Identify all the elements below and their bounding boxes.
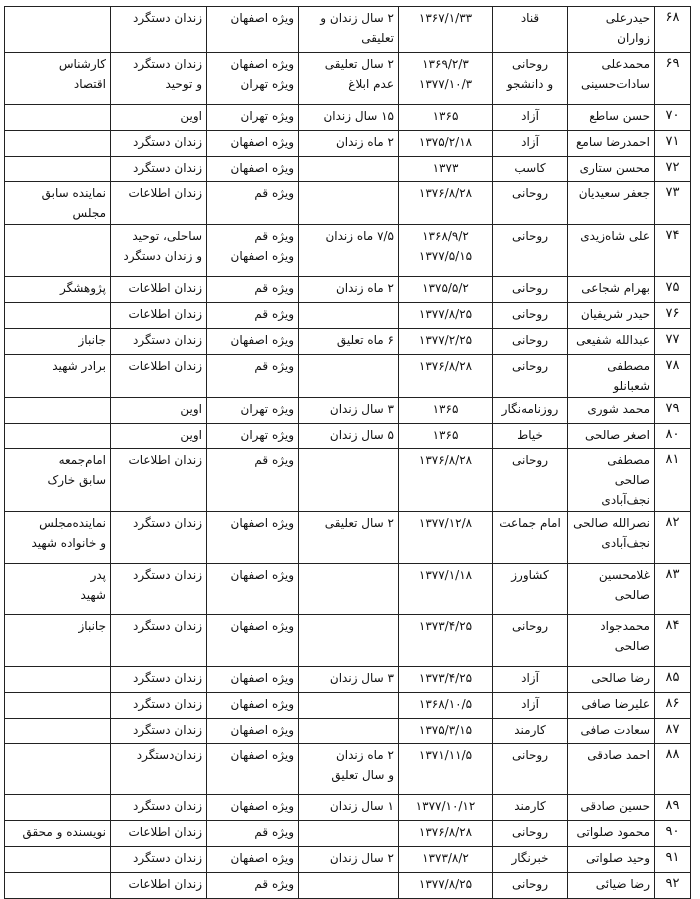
row-number: ۸۰ [655,424,691,449]
prison-cell: زندان دستگرد [111,329,207,355]
note-cell: نماینده‌مجلس و خانواده شهید [5,512,111,564]
sentence-cell [299,693,399,719]
occupation-cell: روحانی [493,303,568,329]
occupation-cell: آزاد [493,693,568,719]
table-row [5,873,691,899]
note-cell: جانباز [5,615,111,667]
arrest-date-cell: ۱۳۶۵ [399,398,493,424]
occupation-cell: خبرنگار [493,847,568,873]
row-number: ۷۹ [655,398,691,424]
sentence-cell [299,157,399,182]
occupation-cell: روحانی [493,355,568,398]
prison-cell: زندان دستگرد [111,719,207,744]
occupation-cell: خیاط [493,424,568,449]
prison-cell: زندان دستگرد و توحید [111,53,207,105]
prison-cell: زندان اطلاعات [111,182,207,225]
court-cell: ویژه قم [207,449,299,512]
occupation-cell: روزنامه‌نگار [493,398,568,424]
table-row [5,424,691,449]
court-cell: ویژه اصفهان [207,131,299,157]
sentence-cell: ۷/۵ ماه زندان [299,225,399,277]
occupation-cell: روحانی [493,821,568,847]
table-row [5,277,691,303]
note-cell: نویسنده و محقق [5,821,111,847]
arrest-date-cell: ۱۳۶۵ [399,105,493,131]
sentence-cell: ۱ سال زندان [299,795,399,821]
prison-cell: زندان دستگرد [111,157,207,182]
name-cell: مصطفی صالحی نجف‌آبادی [568,449,655,512]
row-number: ۷۸ [655,355,691,398]
sentence-cell [299,615,399,667]
note-cell: کارشناس اقتصاد [5,53,111,105]
table-row [5,105,691,131]
court-cell: ویژه اصفهان [207,719,299,744]
arrest-date-cell: ۱۳۷۳/۴/۲۵ [399,615,493,667]
note-cell: پژوهشگر [5,277,111,303]
table-row [5,795,691,821]
arrest-date-cell: ۱۳۶۵ [399,424,493,449]
name-cell: علیرضا صافی [568,693,655,719]
name-cell: حیدرعلی زواران [568,7,655,53]
note-cell [5,795,111,821]
name-cell: حیدر شریفیان [568,303,655,329]
name-cell: علی شاه‌زیدی [568,225,655,277]
name-cell: رضا صالحی [568,667,655,693]
court-cell: ویژه اصفهان [207,7,299,53]
arrest-date-cell: ۱۳۷۵/۲/۱۸ [399,131,493,157]
occupation-cell: امام جماعت [493,512,568,564]
name-cell: نصرالله صالحی نجف‌آبادی [568,512,655,564]
arrest-date-cell: ۱۳۷۳/۸/۲ [399,847,493,873]
arrest-date-cell: ۱۳۷۷/۲/۲۵ [399,329,493,355]
name-cell: محسن ستاری [568,157,655,182]
prison-cell: زندان دستگرد [111,564,207,615]
table-row [5,693,691,719]
prison-cell: زندان دستگرد [111,131,207,157]
note-cell [5,667,111,693]
name-cell: بهرام شجاعی [568,277,655,303]
table-row [5,182,691,225]
table-row [5,719,691,744]
name-cell: وحید صلواتی [568,847,655,873]
name-cell: احمد صادقی [568,744,655,795]
table-row [5,355,691,398]
court-cell: ویژه اصفهان [207,693,299,719]
row-number: ۶۸ [655,7,691,53]
court-cell: ویژه اصفهان [207,795,299,821]
occupation-cell: روحانی [493,182,568,225]
name-cell: محمد شوری [568,398,655,424]
row-number: ۷۱ [655,131,691,157]
table-row [5,744,691,795]
table-row [5,564,691,615]
note-cell [5,398,111,424]
court-cell: ویژه اصفهان [207,667,299,693]
table-row [5,512,691,564]
prison-cell: زندان دستگرد [111,693,207,719]
sentence-cell: ۲ سال زندان [299,847,399,873]
row-number: ۸۲ [655,512,691,564]
note-cell [5,424,111,449]
name-cell: مصطفی شعبانلو [568,355,655,398]
note-cell: پدر شهید [5,564,111,615]
arrest-date-cell: ۱۳۷۶/۸/۲۸ [399,182,493,225]
table-row [5,131,691,157]
table-row [5,157,691,182]
court-cell: ویژه قم [207,821,299,847]
row-number: ۶۹ [655,53,691,105]
note-cell [5,131,111,157]
occupation-cell: روحانی [493,744,568,795]
arrest-date-cell: ۱۳۷۵/۳/۱۵ [399,719,493,744]
sentence-cell: ۲ ماه زندان [299,277,399,303]
table-row [5,615,691,667]
name-cell: حسین صادقی [568,795,655,821]
table-row [5,847,691,873]
row-number: ۸۹ [655,795,691,821]
table-row [5,53,691,105]
sentence-cell: ۵ سال زندان [299,424,399,449]
arrest-date-cell: ۱۳۷۷/۸/۲۵ [399,303,493,329]
table-row [5,667,691,693]
row-number: ۸۶ [655,693,691,719]
occupation-cell: کاسب [493,157,568,182]
occupation-cell: روحانی و دانشجو [493,53,568,105]
row-number: ۸۱ [655,449,691,512]
note-cell: نماینده سابق مجلس [5,182,111,225]
prison-cell: زندان دستگرد [111,847,207,873]
name-cell: جعفر سعیدیان [568,182,655,225]
occupation-cell: قناد [493,7,568,53]
prison-cell: زندان دستگرد [111,512,207,564]
table-row [5,821,691,847]
name-cell: رضا ضیائی [568,873,655,899]
arrest-date-cell: ۱۳۷۶/۸/۲۸ [399,449,493,512]
sentence-cell: ۲ سال زندان و تعلیقی [299,7,399,53]
note-cell [5,744,111,795]
arrest-date-cell: ۱۳۷۵/۵/۲ [399,277,493,303]
row-number: ۹۰ [655,821,691,847]
name-cell: عبدالله شفیعی [568,329,655,355]
court-cell: ویژه اصفهان [207,847,299,873]
row-number: ۹۱ [655,847,691,873]
prison-cell: زندان دستگرد [111,795,207,821]
name-cell: اصغر صالحی [568,424,655,449]
court-cell: ویژه تهران [207,105,299,131]
row-number: ۷۴ [655,225,691,277]
prison-cell: زندان‌دستگرد [111,744,207,795]
arrest-date-cell: ۱۳۷۷/۱۰/۱۲ [399,795,493,821]
court-cell: ویژه اصفهان ویژه تهران [207,53,299,105]
name-cell: محمدجواد صالحی [568,615,655,667]
note-cell [5,7,111,53]
court-cell: ویژه اصفهان [207,157,299,182]
row-number: ۸۸ [655,744,691,795]
row-number: ۷۲ [655,157,691,182]
sentence-cell [299,719,399,744]
occupation-cell: روحانی [493,329,568,355]
prison-cell: زندان دستگرد [111,615,207,667]
row-number: ۸۵ [655,667,691,693]
court-cell: ویژه قم [207,277,299,303]
court-cell: ویژه اصفهان [207,744,299,795]
occupation-cell: کارمند [493,795,568,821]
row-number: ۸۳ [655,564,691,615]
arrest-date-cell: ۱۳۶۸/۹/۲ ۱۳۷۷/۵/۱۵ [399,225,493,277]
prison-cell: اوین [111,398,207,424]
prison-cell: اوین [111,105,207,131]
arrest-date-cell: ۱۳۶۷/۱/۳۳ [399,7,493,53]
sentence-cell: ۳ سال زندان [299,667,399,693]
arrest-date-cell: ۱۳۷۷/۸/۲۵ [399,873,493,899]
row-number: ۷۶ [655,303,691,329]
table-row [5,449,691,512]
sentence-cell [299,873,399,899]
arrest-date-cell: ۱۳۷۳/۴/۲۵ [399,667,493,693]
sentence-cell: ۲ ماه زندان [299,131,399,157]
occupation-cell: روحانی [493,277,568,303]
prison-cell: زندان اطلاعات [111,873,207,899]
sentence-cell [299,303,399,329]
sentence-cell [299,449,399,512]
note-cell [5,873,111,899]
table-row [5,225,691,277]
prison-cell: زندان اطلاعات [111,821,207,847]
court-cell: ویژه قم [207,873,299,899]
table-row [5,329,691,355]
court-cell: ویژه اصفهان [207,615,299,667]
occupation-cell: آزاد [493,667,568,693]
note-cell [5,693,111,719]
arrest-date-cell: ۱۳۷۱/۱۱/۵ [399,744,493,795]
occupation-cell: روحانی [493,225,568,277]
sentence-cell [299,355,399,398]
name-cell: محمدعلی سادات‌حسینی [568,53,655,105]
arrest-date-cell: ۱۳۷۳ [399,157,493,182]
court-cell: ویژه اصفهان [207,512,299,564]
table-row [5,7,691,53]
arrest-date-cell: ۱۳۶۸/۱۰/۵ [399,693,493,719]
occupation-cell: کارمند [493,719,568,744]
court-cell: ویژه اصفهان [207,564,299,615]
note-cell [5,719,111,744]
sentence-cell [299,182,399,225]
occupation-cell: روحانی [493,449,568,512]
arrest-date-cell: ۱۳۶۹/۲/۳ ۱۳۷۷/۱۰/۳ [399,53,493,105]
note-cell [5,847,111,873]
sentence-cell: ۳ سال زندان [299,398,399,424]
prison-cell: ساحلی، توحید و زندان دستگرد [111,225,207,277]
note-cell [5,225,111,277]
occupation-cell: آزاد [493,131,568,157]
sentence-cell: ۲ ماه زندان و سال تعلیق [299,744,399,795]
prison-cell: زندان دستگرد [111,667,207,693]
name-cell: غلامحسین صالحی [568,564,655,615]
prisoner-table [4,6,691,899]
table-row [5,398,691,424]
note-cell [5,157,111,182]
row-number: ۸۷ [655,719,691,744]
prison-cell: زندان اطلاعات [111,303,207,329]
note-cell: امام‌جمعه سابق خارک [5,449,111,512]
court-cell: ویژه اصفهان [207,329,299,355]
occupation-cell: آزاد [493,105,568,131]
court-cell: ویژه تهران [207,424,299,449]
row-number: ۷۵ [655,277,691,303]
court-cell: ویژه قم [207,303,299,329]
note-cell: جانباز [5,329,111,355]
arrest-date-cell: ۱۳۷۷/۱/۱۸ [399,564,493,615]
row-number: ۷۰ [655,105,691,131]
sentence-cell [299,564,399,615]
court-cell: ویژه قم ویژه اصفهان [207,225,299,277]
row-number: ۸۴ [655,615,691,667]
name-cell: محمود صلواتی [568,821,655,847]
sentence-cell [299,821,399,847]
table-body [5,7,691,899]
court-cell: ویژه قم [207,355,299,398]
table-row [5,303,691,329]
note-cell: برادر شهید [5,355,111,398]
sentence-cell: ۶ ماه تعلیق [299,329,399,355]
row-number: ۷۳ [655,182,691,225]
sentence-cell: ۲ سال تعلیقی عدم ابلاغ [299,53,399,105]
arrest-date-cell: ۱۳۷۶/۸/۲۸ [399,821,493,847]
court-cell: ویژه قم [207,182,299,225]
prison-cell: اوین [111,424,207,449]
row-number: ۹۲ [655,873,691,899]
row-number: ۷۷ [655,329,691,355]
name-cell: سعادت صافی [568,719,655,744]
note-cell [5,303,111,329]
sentence-cell: ۲ سال تعلیقی [299,512,399,564]
occupation-cell: روحانی [493,615,568,667]
arrest-date-cell: ۱۳۷۶/۸/۲۸ [399,355,493,398]
sentence-cell: ۱۵ سال زندان [299,105,399,131]
prison-cell: زندان اطلاعات [111,355,207,398]
occupation-cell: کشاورز [493,564,568,615]
prison-cell: زندان اطلاعات [111,449,207,512]
prison-cell: زندان دستگرد [111,7,207,53]
note-cell [5,105,111,131]
occupation-cell: روحانی [493,873,568,899]
court-cell: ویژه تهران [207,398,299,424]
prison-cell: زندان اطلاعات [111,277,207,303]
name-cell: احمدرضا سامع [568,131,655,157]
arrest-date-cell: ۱۳۷۷/۱۲/۸ [399,512,493,564]
name-cell: حسن ساطع [568,105,655,131]
